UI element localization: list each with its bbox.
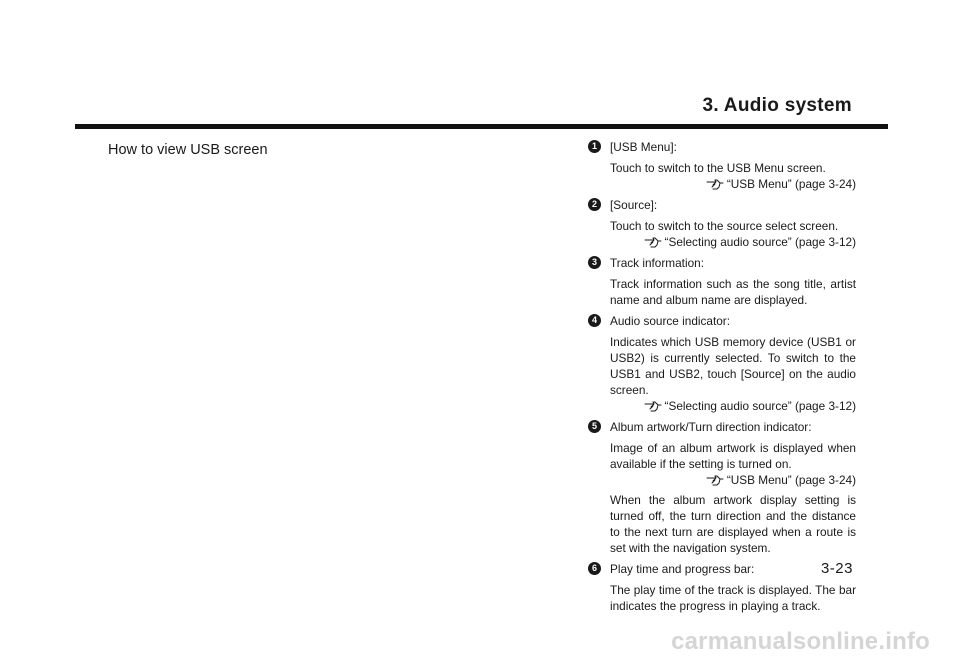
item-title: Track information:: [610, 256, 704, 270]
item-description: Touch to switch to the USB Menu screen.: [610, 161, 826, 175]
item-description: The play time of the track is displayed. The bar indicates the progress in playing a track.: [610, 583, 856, 613]
list-item: [588, 197, 856, 250]
header-rule: [75, 124, 888, 129]
item-description: Track information such as the song title, artist name and album name are displayed.: [610, 277, 856, 307]
cross-reference-text: “Selecting audio source” (page 3-12): [664, 399, 856, 413]
item-description-extra: When the album artwork display setting is turned off, the turn direction and the distance to the next turn are displayed when a route is set with the navigation system.: [610, 493, 856, 555]
cross-reference: [610, 398, 856, 414]
pointing-hand-icon: [644, 400, 662, 413]
chapter-title: 3. Audio system: [702, 95, 852, 116]
pointing-hand-icon: [644, 236, 662, 249]
item-number-badge: 3: [588, 256, 601, 269]
page-number: 3-23: [820, 560, 853, 577]
cross-reference: [610, 472, 856, 488]
item-title: Play time and progress bar:: [610, 562, 755, 576]
item-number-badge: 4: [588, 314, 601, 327]
cross-reference-text: “Selecting audio source” (page 3-12): [664, 235, 856, 249]
item-title: [Source]:: [610, 198, 658, 212]
cross-reference-text: “USB Menu” (page 3-24): [726, 473, 856, 487]
item-title: Album artwork/Turn direction indicator:: [610, 420, 812, 434]
item-description: Image of an album artwork is displayed when available if the setting is turned on.: [610, 441, 856, 471]
cross-reference: [610, 176, 856, 192]
item-description: Touch to switch to the source select screen.: [610, 219, 839, 233]
cross-reference-text: “USB Menu” (page 3-24): [726, 177, 856, 191]
pointing-hand-icon: [706, 474, 724, 487]
list-item: [588, 561, 856, 614]
section-heading: How to view USB screen: [108, 142, 268, 158]
item-number-badge: 5: [588, 420, 601, 433]
item-description: Indicates which USB memory device (USB1 or USB2) is currently selected. To switch to the USB1 and USB2, touch [Source] on the audio screen.: [610, 335, 856, 397]
item-list: [588, 139, 856, 619]
list-item: [588, 313, 856, 414]
item-title: Audio source indicator:: [610, 314, 731, 328]
item-title: [USB Menu]:: [610, 140, 677, 154]
item-number-badge: 1: [588, 140, 601, 153]
pointing-hand-icon: [706, 178, 724, 191]
list-item: [588, 419, 856, 556]
list-item: [588, 255, 856, 308]
list-item: [588, 139, 856, 192]
item-number-badge: 6: [588, 562, 601, 575]
watermark: carmanualsonline.info: [671, 628, 930, 655]
item-number-badge: 2: [588, 198, 601, 211]
cross-reference: [610, 234, 856, 250]
